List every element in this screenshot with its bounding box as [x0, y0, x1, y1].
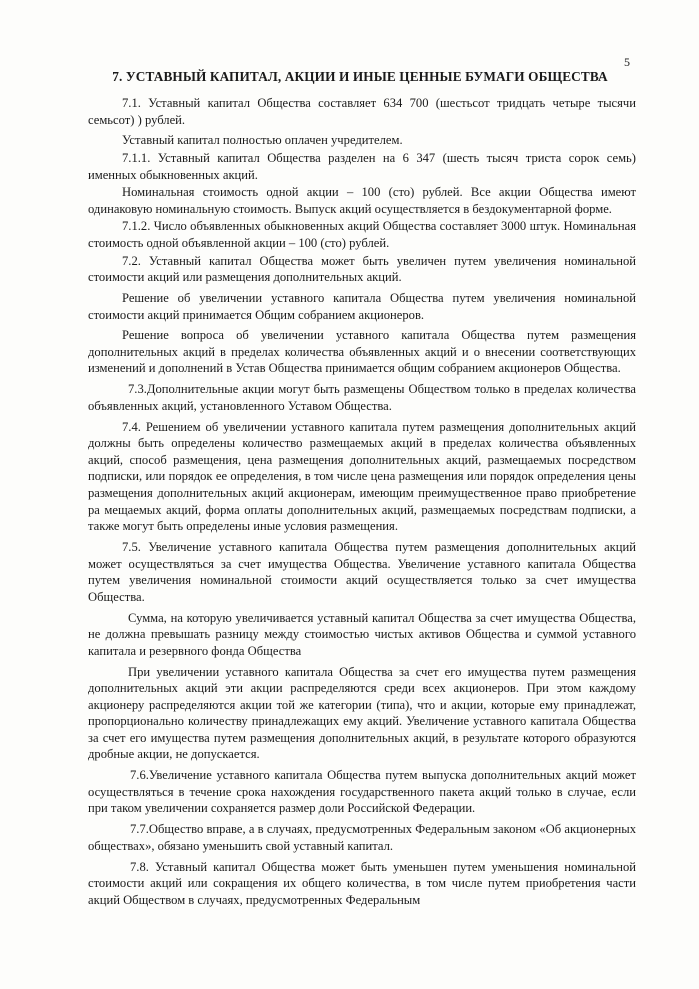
- paragraph-7-2: 7.2. Уставный капитал Общества может быть увеличен путем увеличения номинальной стоимости акций или размещения дополнительных акций.: [88, 253, 636, 285]
- paragraph-7-6: 7.6.Увеличение уставного капитала Общества путем выпуска дополнительных акций может осуществляться в течение срока нахождения государственного пакета акций только в случае, если при таком увеличении сохраняется размер доли Российской Федерации.: [88, 768, 636, 816]
- paragraph-nominal-value: Номинальная стоимость одной акции – 100 (сто) рублей. Все акции Общества имеют одинаковую номинальную стоимость. Выпуск акций осуществляется в бездокументарной форме.: [88, 185, 636, 216]
- paragraph-7-1: 7.1. Уставный капитал Общества составляет 634 700 (шестьсот тридцать четыре тысячи семьсот) ) рублей.: [88, 96, 636, 127]
- paragraph-7-5: 7.5. Увеличение уставного капитала Общества путем размещения дополнительных акций может осуществляться за счет имущества Общества. Увеличение уставного капитала Общества путем увеличения номинальной стоимости акций осуществляется только за счет имущества Общества.: [88, 539, 636, 604]
- section-title: 7. УСТАВНЫЙ КАПИТАЛ, АКЦИИ И ИНЫЕ ЦЕННЫЕ БУМАГИ ОБЩЕСТВА: [112, 69, 608, 84]
- paragraph-decision-nominal: Решение об увеличении уставного капитала Общества путем увеличения номинальной стоимости акций принимается Общим собранием акционеров.: [88, 290, 636, 322]
- page-number: 5: [624, 55, 630, 69]
- paragraph-7-1-1: 7.1.1. Уставный капитал Общества разделен на 6 347 (шесть тысяч триста сорок семь) именных обыкновенных акций.: [88, 150, 636, 182]
- paragraph-7-4: 7.4. Решением об увеличении уставного капитала путем размещения дополнительных акций должны быть определены количество размещаемых акций в пределах количества объявленных акций, способ размещения, цена размещения дополнительных акций, размещаемых посредством подписки, или порядок ее определения, в том числе цена размещения или порядок определения цены размещения дополнительных акций акционерам, имеющим преимущественное право приобретение ра мещаемых акций, форма оплаты дополнительных акций, размещаемых посредствам подписки, а также могут быть определены иные условия размещения.: [88, 419, 636, 534]
- paragraph-7-1-2: 7.1.2. Число объявленных обыкновенных акций Общества составляет 3000 штук. Номинальная стоимость одной объявленной акции – 100 (сто) рублей.: [88, 219, 636, 250]
- paragraph-increase-amount: Сумма, на которую увеличивается уставный капитал Общества за счет имущества Общества, не должна превышать разницу между стоимостью чистых активов Общества и суммой уставного капитала и резервного фонда Общества: [88, 610, 636, 658]
- paragraph-7-8: 7.8. Уставный капитал Общества может быть уменьшен путем уменьшения номинальной стоимости акций или сокращения их общего количества, в том числе путем приобретения части акций Обществом в случаях, предусмотренных Федеральным: [88, 859, 636, 907]
- paragraph-decision-additional: Решение вопроса об увеличении уставного капитала Общества путем размещения дополнительных акций в пределах количества объявленных акций и о внесении соответствующих изменений и дополнений в Устав Общества принимается общим собранием акционеров Общества.: [88, 328, 636, 376]
- paragraph-7-7: 7.7.Общество вправе, а в случаях, предусмотренных Федеральным законом «Об акционерных обществах», обязано уменьшить свой уставный капитал.: [88, 822, 636, 853]
- paragraph-paid-capital: Уставный капитал полностью оплачен учредителем.: [122, 133, 403, 148]
- paragraph-7-3: 7.3.Дополнительные акции могут быть размещены Обществом только в пределах количества объявленных акций, установленного Уставом Общества.: [88, 382, 636, 413]
- section-body: [88, 95, 636, 913]
- paragraph-distribution: При увеличении уставного капитала Общества за счет его имущества путем размещения дополнительных акций эти акции распределяются среди всех акционеров. При этом каждому акционеру распределяются акции той же категории (типа), что и акции, которые ему принадлежат, пропорционально количеству принадлежащих ему акций. Увеличение уставного капитала Общества за счет его имущества путем размещения дополнительных акций, в результате которого образуются дробные акции, не допускается.: [88, 664, 636, 762]
